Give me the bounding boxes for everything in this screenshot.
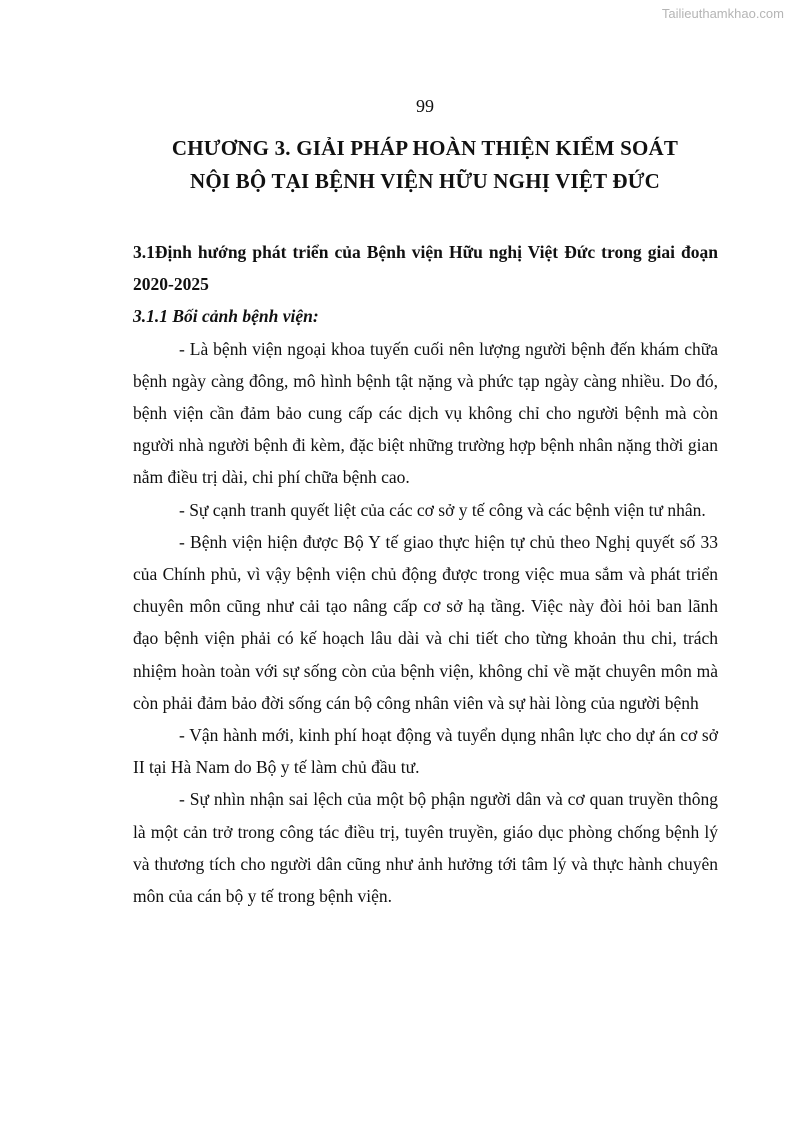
section-heading: 3.1Định hướng phát triển của Bệnh viện Hữu nghị Việt Đức trong giai đoạn 2020-2025: [133, 242, 718, 295]
subsection-heading: 3.1.1 Bối cảnh bệnh viện:: [133, 306, 319, 327]
document-body: [133, 236, 718, 912]
page-number: 99: [416, 96, 434, 116]
chapter-title-line-1: CHƯƠNG 3. GIẢI PHÁP HOÀN THIỆN KIỂM SOÁT: [171, 136, 679, 160]
paragraph: - Sự nhìn nhận sai lệch của một bộ phận người dân và cơ quan truyền thông là một cản trở trong công tác điều trị, tuyên truyền, giáo dục phòng chống bệnh lý và thương tích cho người dân cũng như ảnh hưởng tới tâm lý và thực hành chuyên môn của cán bộ y tế trong bệnh viện.: [133, 789, 718, 907]
chapter-title: [130, 132, 720, 198]
paragraph: - Bệnh viện hiện được Bộ Y tế giao thực hiện tự chủ theo Nghị quyết số 33 của Chính phủ, vì vậy bệnh viện chủ động được trong việc mua sắm và phát triển chuyên môn cũng như cải tạo nâng cấp cơ sở hạ tầng. Việc này đòi hỏi ban lãnh đạo bệnh viện phải có kế hoạch lâu dài và chi tiết cho từng khoản thu chi, trách nhiệm hoàn toàn với sự sống còn của bệnh viện, không chỉ về mặt chuyên môn mà còn phải đảm bảo đời sống cán bộ công nhân viên và sự hài lòng của người bệnh: [133, 531, 718, 713]
paragraph: - Là bệnh viện ngoại khoa tuyến cuối nên lượng người bệnh đến khám chữa bệnh ngày càng đông, mô hình bệnh tật nặng và phức tạp ngày càng nhiều. Do đó, bệnh viện cần đảm bảo cung cấp các dịch vụ không chỉ cho người bệnh mà còn người nhà người bệnh đi kèm, đặc biệt những trường hợp bệnh nhân nặng thời gian nằm điều trị dài, chi phí chữa bệnh cao.: [133, 338, 718, 488]
watermark: Tailieuthamkhao.com: [661, 6, 784, 21]
paragraph: - Vận hành mới, kinh phí hoạt động và tuyển dụng nhân lực cho dự án cơ sở II tại Hà Nam do Bộ y tế làm chủ đầu tư.: [133, 725, 718, 778]
chapter-title-line-2: NỘI BỘ TẠI BỆNH VIỆN HỮU NGHỊ VIỆT ĐỨC: [189, 169, 661, 193]
paragraph: - Sự cạnh tranh quyết liệt của các cơ sở y tế công và các bệnh viện tư nhân.: [179, 499, 706, 520]
